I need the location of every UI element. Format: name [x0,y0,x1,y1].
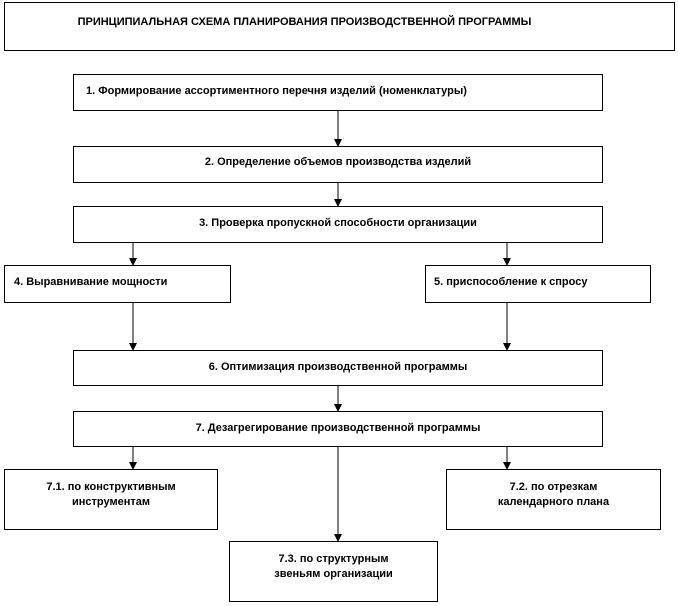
diagram-title: ПРИНЦИПИАЛЬНАЯ СХЕМА ПЛАНИРОВАНИЯ ПРОИЗВОДСТВЕННОЙ ПРОГРАММЫ [77,16,532,28]
step-7-2-line-2: календарного плана [497,496,610,508]
step-2-label: 2. Определение объемов производства изделий [204,156,472,168]
step-5-box [425,265,651,303]
step-6-box [73,350,603,386]
step-4-label: 4. Выравнивание мощности [14,276,168,288]
step-1-label: 1. Формирование ассортиментного перечня изделий (номенклатуры) [86,85,467,97]
title-box [4,2,675,51]
step-7-1-line-1: 7.1. по конструктивным [46,481,176,493]
step-5-label: 5. приспособление к спросу [434,276,588,288]
step-3-label: 3. Проверка пропускной способности организации [199,217,477,229]
step-6-label: 6. Оптимизация производственной программы [208,361,468,373]
step-7-2-line-1: 7.2. по отрезкам [509,481,598,493]
step-1-box [73,74,603,111]
step-7-1-line-2: инструментам [72,496,150,508]
step-4-box [4,265,231,303]
step-2-box [73,146,603,183]
step-7-label: 7. Дезагрегирование производственной программы [195,422,481,434]
step-7-3-box [229,541,438,602]
step-7-box [73,411,603,447]
step-7-1-box [4,469,218,530]
step-3-box [73,206,603,243]
step-7-2-box [446,469,661,530]
step-7-3-line-1: 7.3. по структурным [278,553,389,565]
step-7-3-line-2: звеньям организации [274,568,393,580]
